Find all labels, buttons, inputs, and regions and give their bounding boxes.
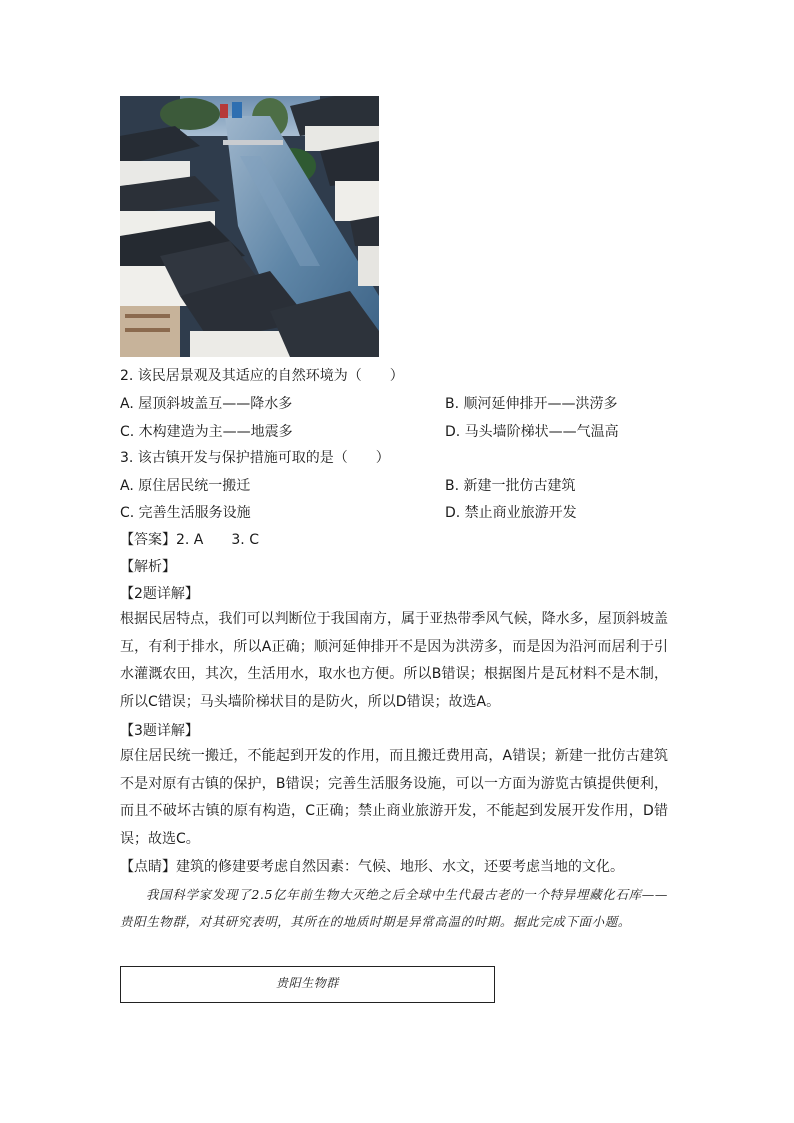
question-3-stem: 3. 该古镇开发与保护措施可取的是（ ） bbox=[120, 450, 390, 466]
q2-option-b: B. 顺河延伸排开——洪涝多 bbox=[445, 396, 618, 412]
answer-line bbox=[120, 530, 259, 550]
detail-2-label: 【2题详解】 bbox=[120, 586, 199, 602]
detail-3-label: 【3题详解】 bbox=[120, 723, 199, 739]
tip-label: 【点睛】 bbox=[120, 859, 176, 875]
analysis-label: 【解析】 bbox=[120, 559, 176, 575]
q3-option-c: C. 完善生活服务设施 bbox=[120, 505, 251, 521]
answer-label: 【答案】 bbox=[120, 532, 176, 548]
info-box-title: 贵阳生物群 bbox=[275, 976, 339, 990]
q3-option-d: D. 禁止商业旅游开发 bbox=[445, 505, 577, 521]
tip-line bbox=[120, 857, 624, 877]
q3-option-a: A. 原住居民统一搬迁 bbox=[120, 478, 251, 494]
q2-option-d: D. 马头墙阶梯状——气温高 bbox=[445, 424, 619, 440]
answer-text: 2. A 3. C bbox=[176, 532, 259, 548]
q2-option-c: C. 木构建造为主——地震多 bbox=[120, 424, 293, 440]
water-town-photo bbox=[120, 96, 379, 357]
detail-2-text: 根据民居特点，我们可以判断位于我国南方，属于亚热带季风气候，降水多，屋顶斜坡盖互，有利于排水，所以A正确；顺河延伸排开不是因为洪涝多，而是因为沿河而居利于引水灌溉农田，其次，生活用水，取水也方便。所以B错误；根据图片是瓦材料不是木制，所以C错误；马头墙阶梯状目的是防火，所以D错误；故选A。 bbox=[120, 611, 668, 710]
next-question-intro: 我国科学家发现了2.5亿年前生物大灭绝之后全球中生代最古老的一个特异埋藏化石库——贵阳生物群，对其研究表明，其所在的地质时期是异常高温的时期。据此完成下面小题。 bbox=[120, 887, 668, 929]
q2-option-a: A. 屋顶斜坡盖互——降水多 bbox=[120, 396, 293, 412]
question-2-stem: 2. 该民居景观及其适应的自然环境为（ ） bbox=[120, 368, 404, 384]
tip-text: 建筑的修建要考虑自然因素：气候、地形、水文，还要考虑当地的文化。 bbox=[176, 859, 624, 875]
info-box bbox=[120, 966, 495, 1003]
detail-3-text: 原住居民统一搬迁，不能起到开发的作用，而且搬迁费用高，A错误；新建一批仿古建筑不是对原有古镇的保护，B错误；完善生活服务设施，可以一方面为游览古镇提供便利，而且不破坏古镇的原有构造，C正确；禁止商业旅游开发，不能起到发展开发作用，D错误；故选C。 bbox=[120, 748, 668, 847]
q3-option-b: B. 新建一批仿古建筑 bbox=[445, 478, 576, 494]
